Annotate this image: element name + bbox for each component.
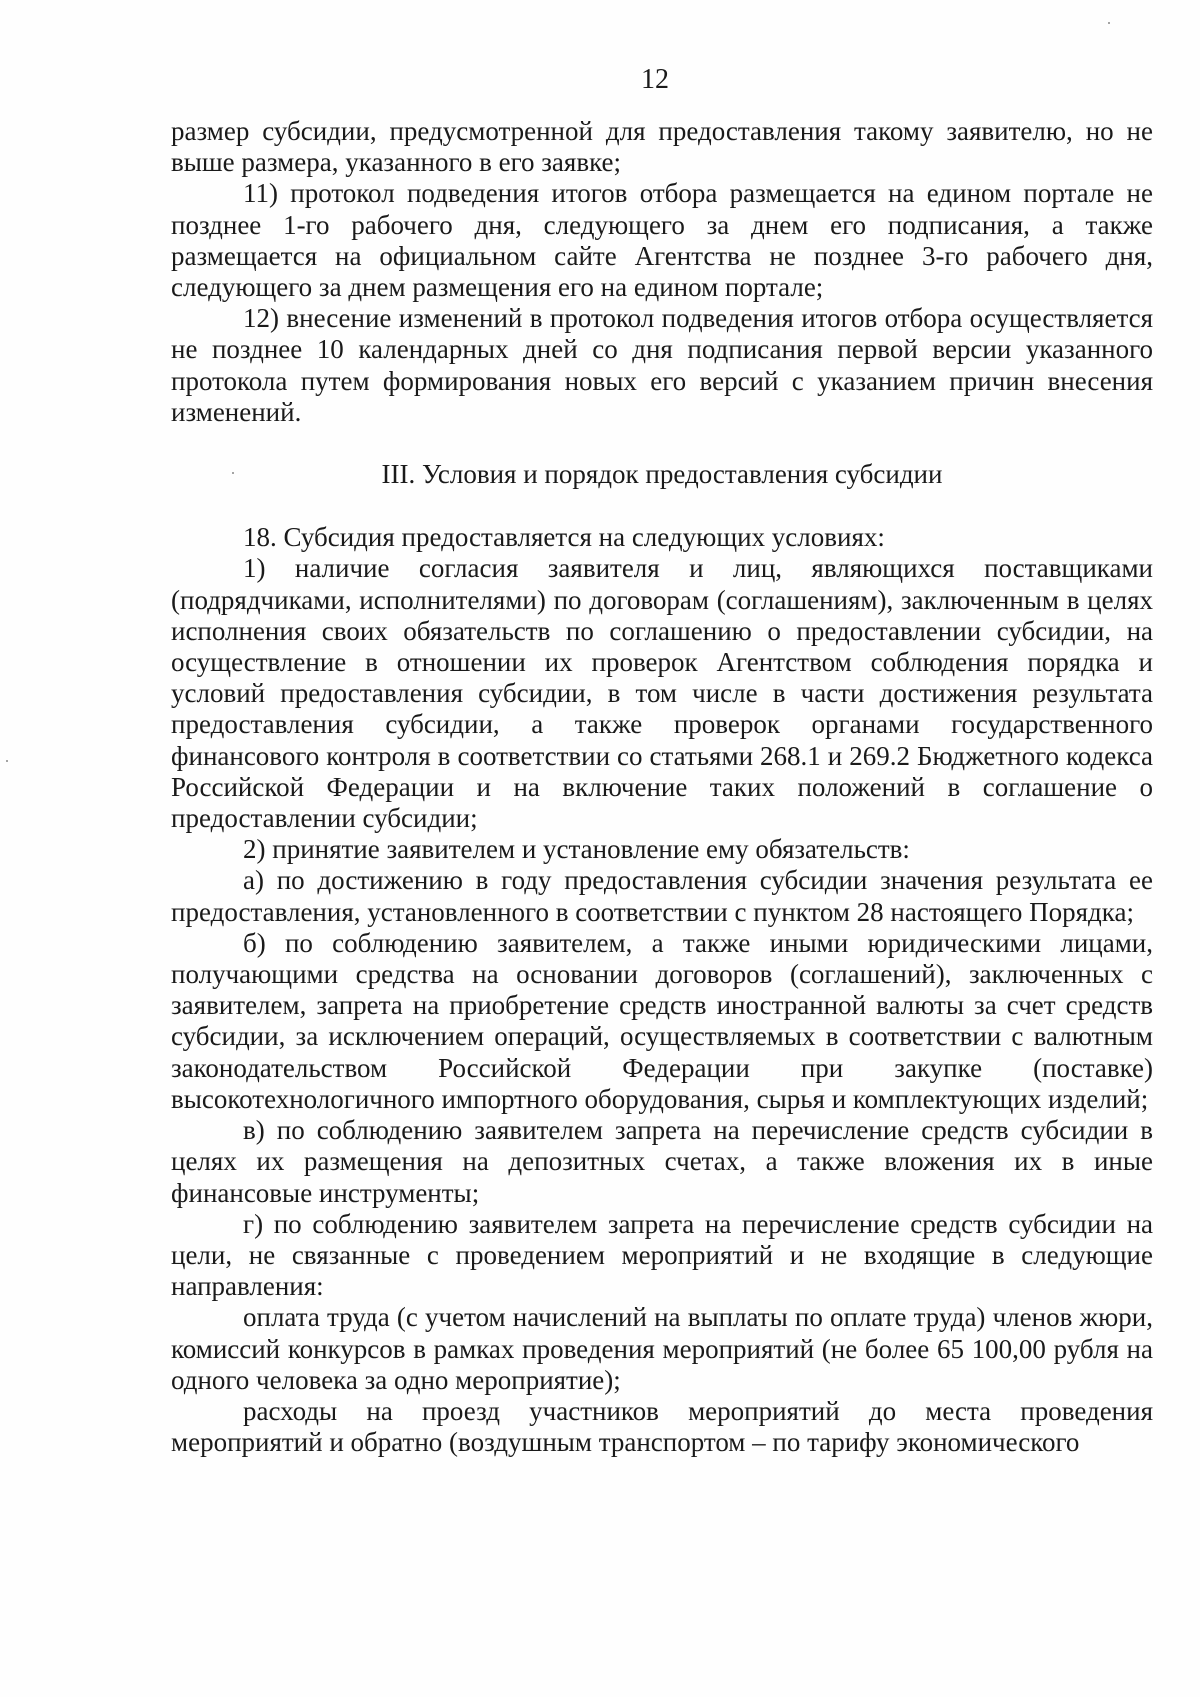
document-body	[171, 116, 1153, 1458]
paragraph: б) по соблюдению заявителем, а также иными юридическими лицами, получающими средства на основании договоров (соглашений), заключенных с заявителем, запрета на приобретение средств иностранной валюты за счет средств субсидии, за исключением операций, осуществляемых в соответствии с валютным законодательством Российской Федерации при закупке (поставке) высокотехнологичного импортного оборудования, сырья и комплектующих изделий;	[171, 927, 1153, 1114]
paragraph: 2) принятие заявителем и установление ему обязательств:	[243, 834, 910, 865]
scan-speck	[232, 472, 234, 474]
scan-speck	[6, 760, 8, 762]
paragraph: расходы на проезд участников мероприятий до места проведения мероприятий и обратно (воздушным транспортом – по тарифу экономического	[171, 1395, 1153, 1458]
scan-speck	[1108, 22, 1110, 24]
paragraph: в) по соблюдению заявителем запрета на перечисление средств субсидии в целях их размещения на депозитных счетах, а также вложения их в иные финансовые инструменты;	[171, 1115, 1153, 1208]
section-heading: III. Условия и порядок предоставления субсидии	[381, 459, 943, 490]
paragraph: 18. Субсидия предоставляется на следующих условиях:	[243, 522, 885, 553]
page-number: 12	[641, 64, 669, 95]
paragraph: 1) наличие согласия заявителя и лиц, являющихся поставщиками (подрядчиками, исполнителями) по договорам (соглашениям), заключенным в целях исполнения своих обязательств по соглашению о предоставлении субсидии, на осуществление в отношении их проверок Агентством соблюдения порядка и условий предоставления субсидии, в том числе в части достижения результата предоставления субсидии, а также проверок органами государственного финансового контроля в соответствии со статьями 268.1 и 269.2 Бюджетного кодекса Российской Федерации и на включение таких положений в соглашение о предоставлении субсидии;	[171, 553, 1153, 834]
paragraph: а) по достижению в году предоставления субсидии значения результата ее предоставления, установленного в соответствии с пунктом 28 настоящего Порядка;	[171, 865, 1153, 927]
paragraph: оплата труда (с учетом начислений на выплаты по оплате труда) членов жюри, комиссий конкурсов в рамках проведения мероприятий (не более 65 100,00 рубля на одного человека за одно мероприятие);	[171, 1302, 1153, 1395]
paragraph: г) по соблюдению заявителем запрета на перечисление средств субсидии на цели, не связанные с проведением мероприятий и не входящие в следующие направления:	[171, 1208, 1153, 1302]
paragraph: 12) внесение изменений в протокол подведения итогов отбора осуществляется не позднее 10 календарных дней со дня подписания первой версии указанного протокола путем формирования новых его версий с указанием причин внесения изменений.	[171, 303, 1153, 427]
paragraph: размер субсидии, предусмотренной для предоставления такому заявителю, но не выше размера, указанного в его заявке;	[171, 116, 1153, 178]
paragraph: 11) протокол подведения итогов отбора размещается на едином портале не позднее 1-го рабочего дня, следующего за днем его подписания, а также размещается на официальном сайте Агентства не позднее 3-го рабочего дня, следующего за днем размещения его на едином портале;	[171, 178, 1153, 303]
